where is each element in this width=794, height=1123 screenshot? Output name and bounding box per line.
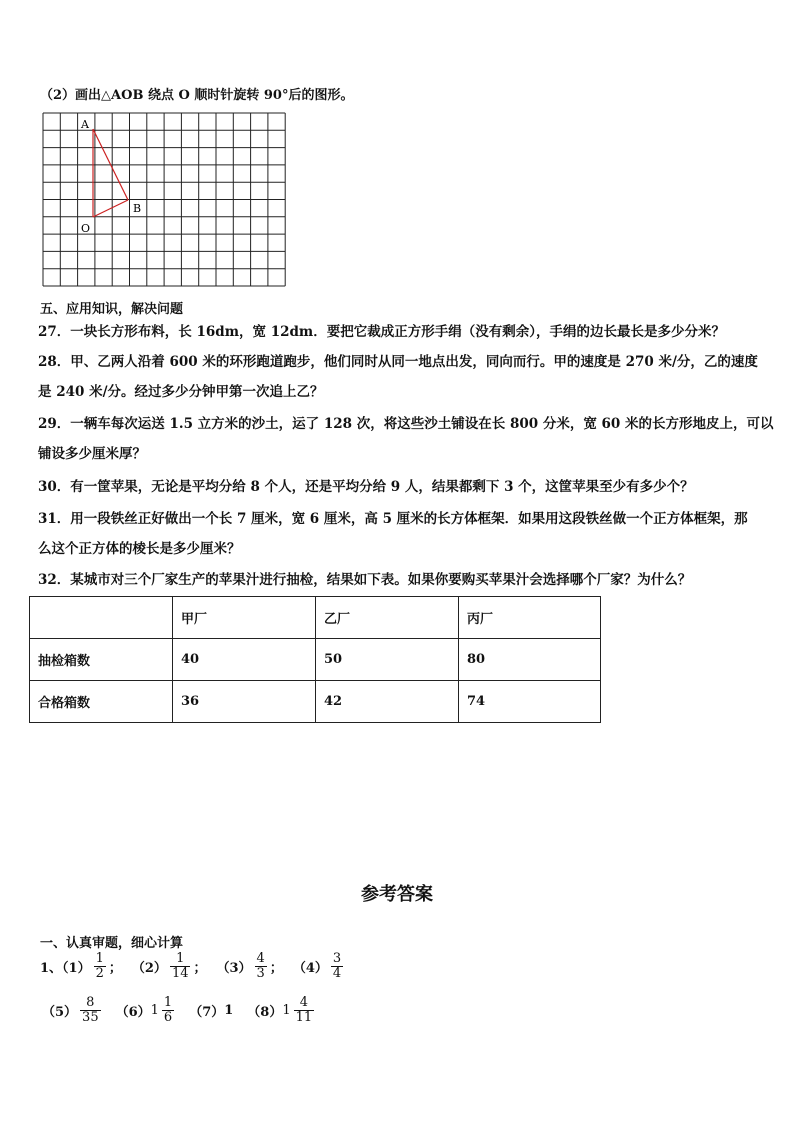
grid-lines bbox=[43, 113, 285, 286]
fraction-answer-3: $\frac{4}{3}$ bbox=[256, 951, 265, 981]
label-a: A bbox=[81, 118, 89, 131]
grid-figure bbox=[42, 112, 287, 287]
table-cell: 80 bbox=[459, 639, 601, 681]
table-cell: 74 bbox=[459, 681, 601, 723]
question-32: 32．某城市对三个厂家生产的苹果汁进行抽检，结果如下表。如果你要购买苹果汁会选择哪个厂家？为什么？ bbox=[38, 572, 692, 588]
fraction-answer-6: $\frac{1}{6}$ bbox=[163, 995, 173, 1025]
table-cell: 36 bbox=[173, 681, 316, 723]
fraction-answer-5: $\frac{8}{35}$ bbox=[82, 995, 99, 1025]
separator: ； bbox=[193, 961, 207, 976]
mixed-whole: 1 bbox=[282, 1003, 291, 1018]
separator: ； bbox=[108, 961, 122, 976]
triangle-aob bbox=[93, 129, 128, 217]
answer-7-value: 1 bbox=[224, 1003, 234, 1018]
answer-1-lead: 1、（1） bbox=[40, 961, 91, 976]
answers-title: 参考答案 bbox=[361, 884, 433, 905]
table-header-cell: 乙厂 bbox=[316, 597, 459, 639]
question-29-line2: 铺设多少厘米厚？ bbox=[38, 446, 146, 462]
table-cell: 42 bbox=[316, 681, 459, 723]
answers-section-1-title: 一、认真审题，细心计算 bbox=[40, 936, 184, 951]
table-cell: 50 bbox=[316, 639, 459, 681]
segment-ob bbox=[93, 200, 128, 217]
table-header-cell: 丙厂 bbox=[459, 597, 601, 639]
juice-inspection-table bbox=[29, 596, 601, 723]
answer-row-2 bbox=[42, 996, 317, 1025]
table-header-row bbox=[30, 597, 601, 639]
mixed-whole: 1 bbox=[150, 1003, 159, 1018]
answer-2-label: （2） bbox=[131, 961, 167, 976]
question-30: 30．有一筐苹果，无论是平均分给 8 个人，还是平均分给 9 人，结果都剩下 3 个，这筐苹果至少有多少个？ bbox=[38, 479, 694, 495]
answer-6-label: （6） bbox=[115, 1005, 151, 1020]
table-row bbox=[30, 639, 601, 681]
question-31-line2: 么这个正方体的棱长是多少厘米？ bbox=[38, 541, 241, 557]
answer-5-label: （5） bbox=[42, 1005, 78, 1020]
fraction-answer-2: $\frac{1}{14}$ bbox=[171, 951, 189, 981]
fraction-answer-8: $\frac{4}{11}$ bbox=[295, 995, 313, 1025]
separator: ； bbox=[269, 961, 283, 976]
answer-row-1 bbox=[40, 952, 346, 981]
fraction-answer-1: $\frac{1}{2}$ bbox=[95, 951, 104, 981]
table-cell: 抽检箱数 bbox=[30, 639, 173, 681]
fraction-answer-4: $\frac{3}{4}$ bbox=[332, 951, 342, 981]
table-cell: 合格箱数 bbox=[30, 681, 173, 723]
table-row bbox=[30, 681, 601, 723]
answer-7-label: （7） bbox=[189, 1005, 225, 1020]
question-28-line2: 是 240 米/分。经过多少分钟甲第一次追上乙？ bbox=[38, 384, 324, 400]
table-cell: 40 bbox=[173, 639, 316, 681]
section-5-title: 五、应用知识，解决问题 bbox=[40, 302, 184, 317]
question-29-line1: 29．一辆车每次运送 1.5 立方米的沙土，运了 128 次，将这些沙土铺设在长 800 分米，宽 60 米的长方形地皮上，可以 bbox=[38, 416, 774, 432]
question-27: 27．一块长方形布料，长 16dm，宽 12dm．要把它裁成正方形手绢（没有剩余），手绢的边长最长是多少分米？ bbox=[38, 324, 725, 340]
label-b: B bbox=[133, 202, 142, 215]
rotation-task-text: （2）画出△AOB 绕点 O 顺时针旋转 90°后的图形。 bbox=[40, 88, 354, 103]
rotation-grid bbox=[42, 112, 287, 291]
table-header-cell: 甲厂 bbox=[173, 597, 316, 639]
answer-3-label: （3） bbox=[216, 961, 252, 976]
question-31-line1: 31．用一段铁丝正好做出一个长 7 厘米，宽 6 厘米，高 5 厘米的长方体框架．如果用这段铁丝做一个正方体框架，那 bbox=[38, 511, 748, 527]
answer-4-label: （4） bbox=[292, 961, 328, 976]
answer-8-label: （8） bbox=[247, 1005, 283, 1020]
table-header-cell bbox=[30, 597, 173, 639]
question-28-line1: 28．甲、乙两人沿着 600 米的环形跑道跑步，他们同时从同一地点出发，同向而行。甲的速度是 270 米/分，乙的速度 bbox=[38, 354, 758, 370]
label-o: O bbox=[81, 222, 91, 235]
